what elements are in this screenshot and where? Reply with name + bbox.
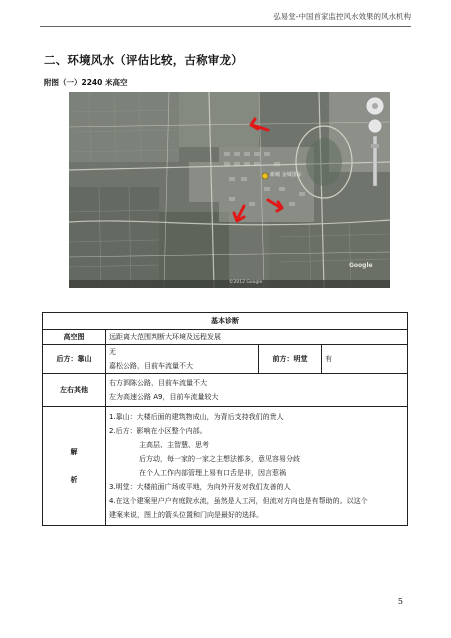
map-copyright: ©2012 Google — [229, 280, 263, 285]
table-row — [43, 407, 408, 526]
jiexi-line: 在个人工作内部管理上易有口舌是非，因言惹祸 — [139, 469, 286, 477]
row-text-houfang — [106, 345, 259, 374]
section-title: 二、环境风水（评估比较，古称审龙） — [44, 53, 243, 67]
houfang-line: 无 — [109, 348, 116, 356]
row-text-jiexi — [106, 407, 408, 526]
aerial-map-image — [69, 92, 390, 288]
page-number: 5 — [397, 597, 403, 606]
map-marker-label: 新城 金城国际 — [270, 172, 302, 178]
row-text-zuoyou — [106, 374, 408, 407]
jiexi-line: 2.后方：影响在小区整个内部。 — [109, 427, 207, 435]
row-text-gaokongtu: 远距离大范围判断大环境及远程发展 — [106, 330, 408, 345]
table-header: 基本诊断 — [43, 313, 408, 330]
figure-caption: 附图（一）2240 米高空 — [44, 78, 128, 87]
zuoyou-line: 左为高速公路 A9，目前车流量较大 — [109, 393, 219, 401]
table-row — [43, 345, 408, 374]
zuoyou-line: 右方泗陈公路，目前车流量不大 — [109, 379, 207, 387]
jiexi-label-bottom: 析 — [70, 476, 78, 484]
row-label-zuoyou: 左右其他 — [43, 374, 106, 407]
row-label-gaokongtu: 高空图 — [43, 330, 106, 345]
row-label-jiexi — [43, 407, 106, 526]
aerial-map-drawing — [69, 92, 390, 288]
jiexi-line: 主高层、主智慧、思考 — [139, 441, 209, 449]
jiexi-line: 3.明堂：大楼前面广场或平地，为向外开发对我们友善的人 — [109, 483, 291, 491]
row-label-qianfang: 前方：明堂 — [259, 345, 322, 374]
houfang-line: 嘉松公路，目前车流量不大 — [109, 362, 193, 370]
jiexi-line: 1.靠山：大楼后面的建筑物成山，为背后支持我们的贵人 — [109, 413, 284, 421]
row-label-houfang: 后方：靠山 — [43, 345, 106, 374]
jiexi-line: 建案来说，图上的箭头位置和门向是最好的选择。 — [109, 511, 263, 519]
jiexi-label-top: 解 — [70, 448, 78, 456]
table-row — [43, 330, 408, 345]
map-watermark: Google — [349, 262, 373, 269]
row-text-qianfang: 有 — [322, 345, 408, 374]
diagnosis-table — [42, 312, 408, 526]
page-header: 弘易堂-中国首家监控风水效果的风水机构 — [273, 12, 411, 21]
diagnosis-table-container — [42, 312, 408, 526]
jiexi-line: 4.在这个建案里户户有庭院水流，虽然是人工河，但流对方向也是有帮助的。以这个 — [109, 497, 368, 505]
header-divider — [40, 26, 411, 27]
jiexi-line: 后方动，每一家的一家之主想法都多，意见容易分歧 — [139, 455, 300, 463]
table-header-row — [43, 313, 408, 330]
table-row — [43, 374, 408, 407]
